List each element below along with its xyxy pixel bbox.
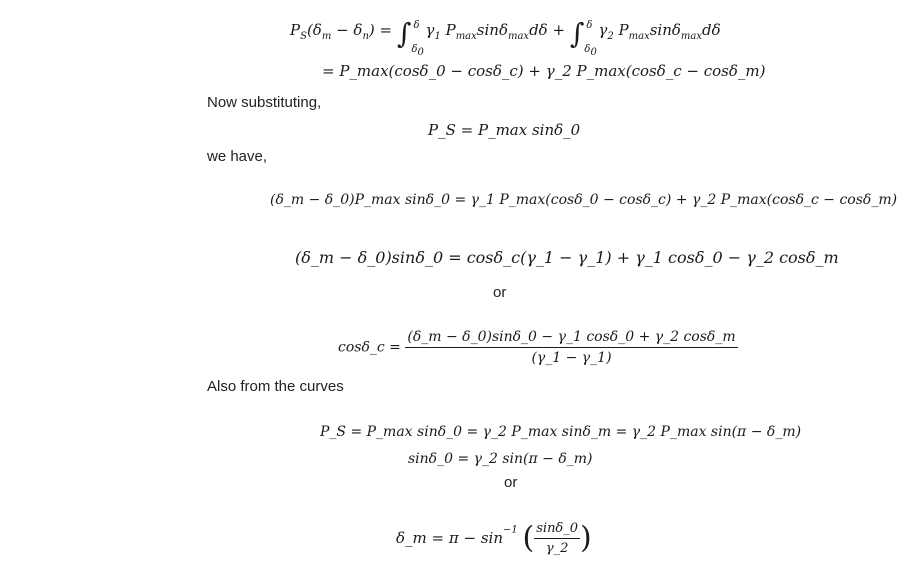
equation-substituted: (δ_m − δ_0)P_max sinδ_0 = γ_1 P_max(cosδ_0 − cosδ_c) + γ_2 P_max(cosδ_c − cosδ_m) bbox=[270, 192, 898, 208]
integral-sign: ∫ bbox=[569, 17, 585, 50]
paragraph-we-have: we have, bbox=[207, 148, 268, 165]
equation-sin-delta-0: sinδ_0 = γ_2 sin(π − δ_m) bbox=[408, 451, 593, 467]
equation-result-energy: = P_max(cosδ_0 − cosδ_c) + γ_2 P_max(cosδ_c − cosδ_m) bbox=[322, 62, 766, 80]
equation-delta-m: δ_m = $\pi - \sin^{-1}$ ( $\frac{\sin\delta\_0}{\gamma\_2}$ ) bbox=[396, 520, 592, 556]
fraction: $\frac{\sin\delta\_0}{\gamma\_2}$ bbox=[536, 521, 579, 556]
text-or-2: or bbox=[504, 474, 518, 491]
equation-ps-chain: P_S = P_max sinδ_0 = γ_2 P_max sinδ_m = γ_2 P_max sin(π − δ_m) bbox=[320, 424, 802, 440]
integral-sign: ∫ bbox=[396, 17, 412, 50]
equation-simplified: (δ_m − δ_0)sinδ_0 = cosδ_c(γ_1 − γ_1) + γ_1 cosδ_0 − γ_2 cosδ_m bbox=[295, 248, 839, 267]
paragraph-also-from-curves: Also from the curves bbox=[207, 378, 344, 395]
fraction: $\frac{(\delta\_m - \delta\_0)\sin\delta\_0 - \gamma\_1 \cos\delta\_0 + \gamma\_2 \cos\delta\_m}{(\gamma\_1 - \gamma\_1)}$ bbox=[407, 329, 736, 366]
equation-ps: P_S = P_max sinδ_0 bbox=[428, 121, 581, 139]
text-or-1: or bbox=[493, 284, 507, 301]
paragraph-now-substituting: Now substituting, bbox=[207, 94, 322, 111]
equation-swing-integral: $P_S(\delta_m - \delta_n)$ = ∫ δ $\delta_0$ $\gamma_1$ $P_{max}\sin\delta_{max}d\delta$ + ∫ δ $\delta_0$ $\gamma_2$ $P_{max}\sin\delta_{max}d\delta$ bbox=[290, 17, 721, 58]
equation-cos-delta-c: cosδ_c = $\frac{(\delta\_m - \delta\_0)\sin\delta\_0 - \gamma\_1 \cos\delta\_0 + \gamma\_2 \cos\delta\_m}{(\gamma\_1 - \gamma\_1)}$ bbox=[338, 329, 736, 366]
